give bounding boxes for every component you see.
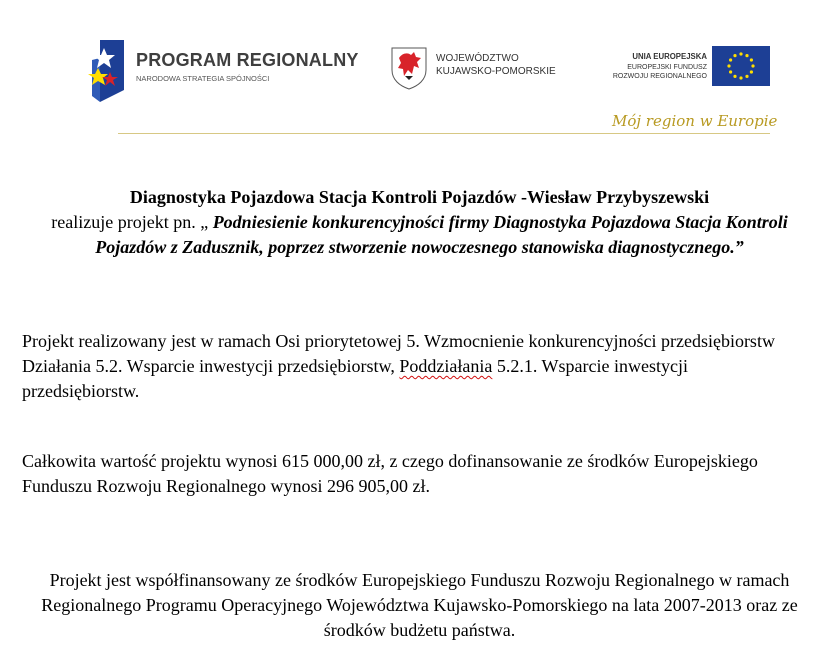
project-header (20, 185, 819, 260)
paragraph-project-value: Całkowita wartość projektu wynosi 615 000,00 zł, z czego dofinansowanie ze środków Europejskiego Funduszu Rozwoju Regionalnego wynosi 296 905,00 zł. (22, 451, 758, 496)
wojewodztwo-logo (390, 44, 570, 94)
program-subtitle: NARODOWA STRATEGIA SPÓJNOŚCI (136, 74, 270, 83)
paragraph-cofinancing: Projekt jest współfinansowany ze środków Europejskiego Funduszu Rozwoju Regionalnego w ramach Regionalnego Programu Operacyjnego Województwa Kujawsko-Pomorskiego na lata 2007-2013 oraz ze środków budżetu państwa. (41, 570, 798, 640)
paragraph-priority-axis (22, 329, 802, 404)
spellcheck-marked-word: Poddziałania (399, 356, 493, 376)
project-intro-line (20, 210, 819, 260)
eu-flag-icon (712, 46, 770, 86)
paragraph1-after: 5.2.1. Wsparcie inwestycji przedsiębiorstw. (22, 356, 688, 401)
program-regionalny-logo (84, 38, 359, 104)
eu-line1: UNIA EUROPEJSKA (632, 52, 707, 61)
wojewodztwo-line2: KUJAWSKO-POMORSKIE (436, 66, 556, 77)
eu-line2: EUROPEJSKI FUNDUSZ (627, 64, 707, 71)
header-divider (118, 133, 770, 134)
coat-of-arms-icon (390, 46, 428, 90)
wojewodztwo-line1: WOJEWÓDZTWO (436, 53, 519, 64)
project-intro: realizuje projekt pn. „ (51, 212, 213, 232)
slogan: Mój region w Europie (612, 112, 778, 130)
program-title: PROGRAM REGIONALNY (136, 50, 359, 70)
program-regionalny-emblem-icon (84, 38, 132, 104)
eu-line3: ROZWOJU REGIONALNEGO (612, 73, 707, 80)
paragraph1-before: Projekt realizowany jest w ramach Osi priorytetowej 5. Wzmocnienie konkurencyjności przedsiębiorstw Działania 5.2. Wsparcie inwestycji przedsiębiorstw, (22, 331, 775, 376)
project-title: Podniesienie konkurencyjności firmy Diagnostyka Pojazdowa Stacja Kontroli Pojazdów z Zadusznik, poprzez stworzenie nowoczesnego stanowiska diagnostycznego.” (95, 212, 788, 257)
eu-logo (605, 46, 770, 92)
company-name: Diagnostyka Pojazdowa Stacja Kontroli Pojazdów -Wiesław Przybyszewski (129, 187, 710, 207)
